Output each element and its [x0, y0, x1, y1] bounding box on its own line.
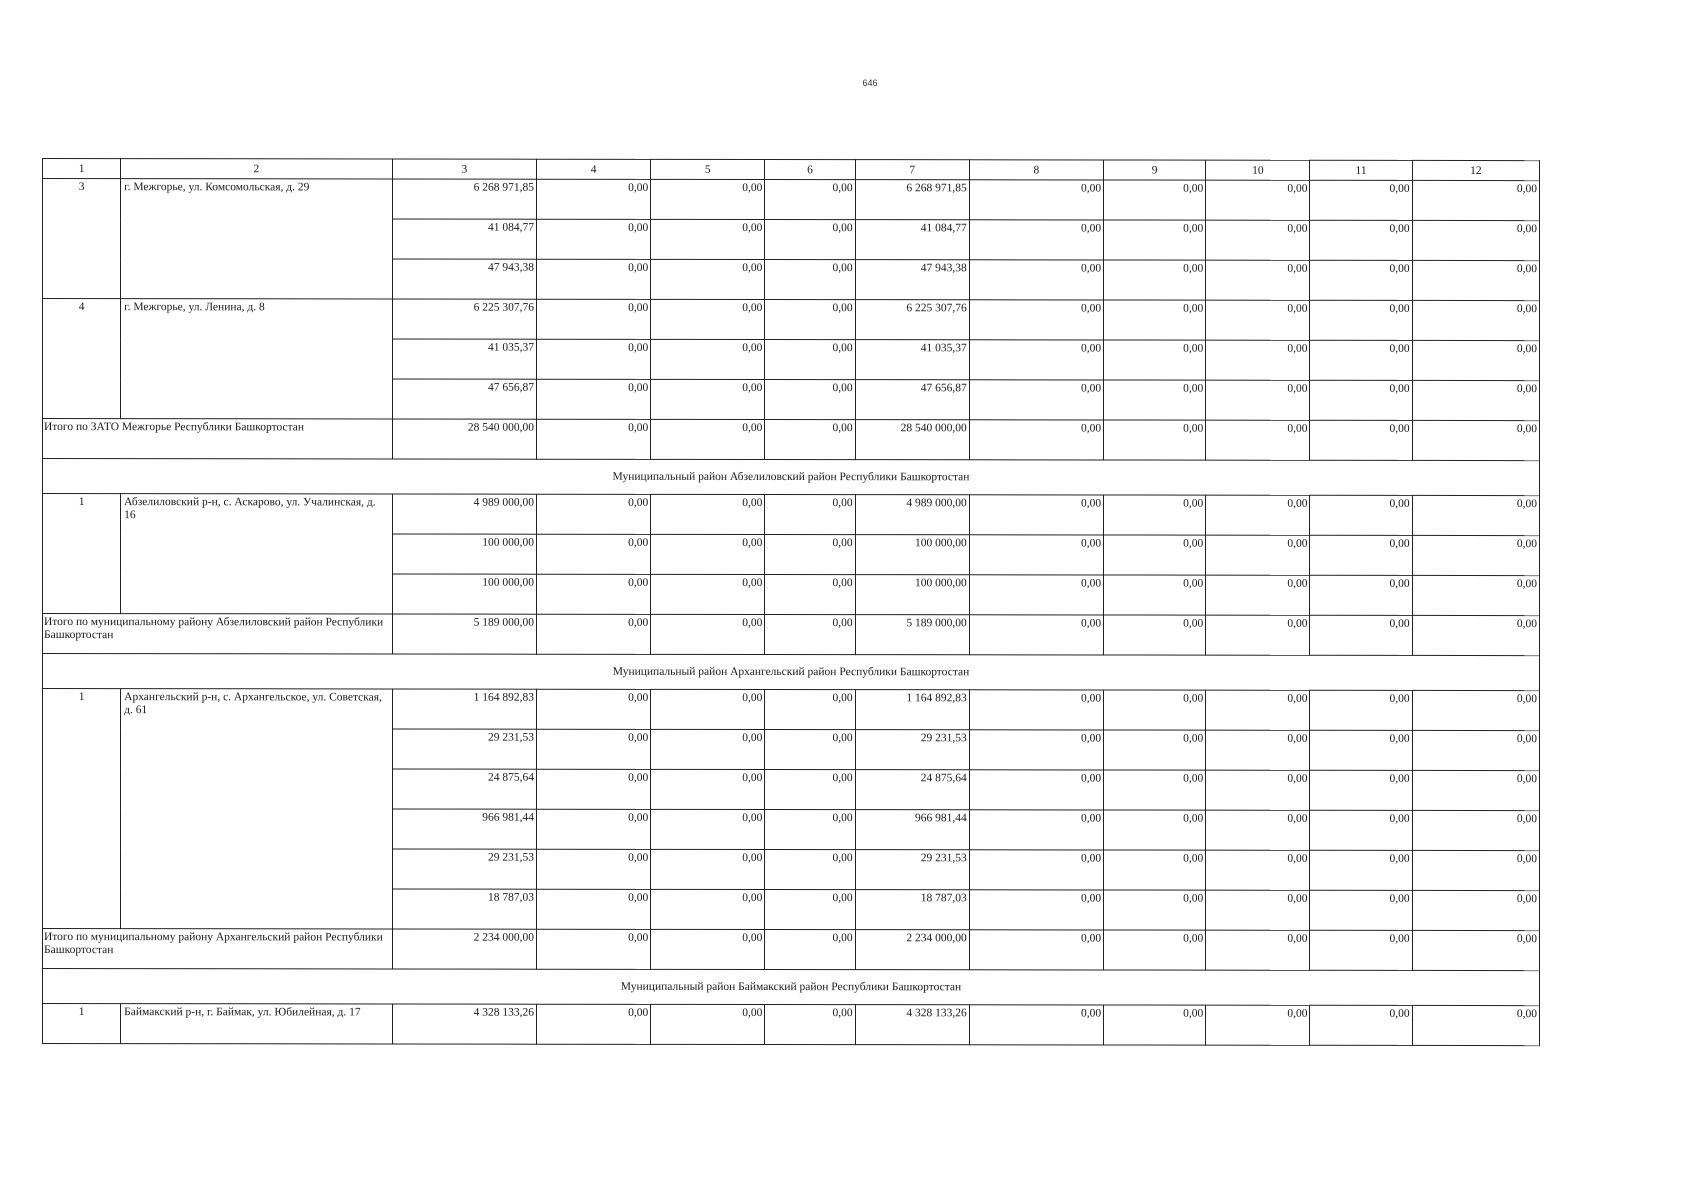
value-cell: 29 231,53 [392, 729, 536, 769]
value-cell: 1 164 892,83 [855, 690, 969, 730]
column-header: 7 [855, 160, 969, 180]
value-cell: 0,00 [1310, 380, 1412, 420]
value-cell: 0,00 [765, 850, 855, 890]
value-cell: 6 268 971,85 [392, 179, 536, 219]
table-row [43, 179, 1540, 221]
value-cell: 0,00 [1412, 575, 1539, 615]
value-cell: 29 231,53 [855, 850, 969, 890]
value-cell: 1 164 892,83 [392, 689, 536, 729]
total-value: 0,00 [1310, 615, 1412, 655]
value-cell: 0,00 [1310, 770, 1412, 810]
value-cell: 0,00 [1104, 495, 1206, 535]
value-cell: 0,00 [536, 689, 650, 729]
value-cell: 0,00 [1104, 850, 1206, 890]
total-value: 0,00 [1206, 420, 1310, 460]
total-value: 0,00 [536, 929, 650, 969]
value-cell: 0,00 [651, 889, 765, 929]
value-cell: 4 989 000,00 [855, 495, 969, 535]
value-cell: 0,00 [1206, 770, 1310, 810]
value-cell: 0,00 [651, 379, 765, 419]
value-cell: 0,00 [1206, 380, 1310, 420]
total-value: 0,00 [1206, 615, 1310, 655]
value-cell: 0,00 [1206, 890, 1310, 930]
value-cell: 0,00 [969, 575, 1103, 615]
value-cell: 6 268 971,85 [855, 180, 969, 220]
value-cell: 0,00 [969, 730, 1103, 770]
value-cell: 100 000,00 [392, 534, 536, 574]
value-cell: 0,00 [1104, 260, 1206, 300]
value-cell: 0,00 [765, 495, 855, 535]
value-cell: 0,00 [1310, 850, 1412, 890]
value-cell: 0,00 [1104, 575, 1206, 615]
value-cell: 0,00 [1206, 575, 1310, 615]
value-cell: 0,00 [1310, 730, 1412, 770]
value-cell: 0,00 [765, 220, 855, 260]
value-cell: 0,00 [969, 770, 1103, 810]
value-cell: 0,00 [651, 1004, 765, 1044]
value-cell: 0,00 [765, 180, 855, 220]
value-cell: 0,00 [1206, 300, 1310, 340]
value-cell: 0,00 [1412, 300, 1539, 340]
value-cell: 0,00 [536, 179, 650, 219]
value-cell: 0,00 [651, 574, 765, 614]
table-body [43, 159, 1540, 1046]
value-cell: 0,00 [1104, 180, 1206, 220]
value-cell: 0,00 [1104, 890, 1206, 930]
total-value: 28 540 000,00 [392, 419, 536, 459]
value-cell: 0,00 [536, 769, 650, 809]
total-value: 0,00 [651, 929, 765, 969]
object-index: 3 [43, 179, 121, 299]
value-cell: 0,00 [969, 690, 1103, 730]
total-value: 0,00 [969, 930, 1103, 970]
column-header: 9 [1104, 160, 1206, 180]
total-value: 0,00 [1412, 930, 1539, 970]
total-label: Итого по муниципальному району Абзелиловский район Республики Башкортостан [43, 614, 393, 654]
table-row [43, 689, 1540, 731]
value-cell: 0,00 [969, 890, 1103, 930]
value-cell: 100 000,00 [855, 535, 969, 575]
value-cell: 966 981,44 [392, 809, 536, 849]
total-value: 0,00 [765, 615, 855, 655]
value-cell: 0,00 [1310, 300, 1412, 340]
value-cell: 0,00 [1310, 575, 1412, 615]
value-cell: 47 656,87 [855, 380, 969, 420]
total-value: 0,00 [1206, 930, 1310, 970]
column-header: 5 [651, 159, 765, 179]
value-cell: 0,00 [1104, 220, 1206, 260]
value-cell: 0,00 [1310, 890, 1412, 930]
value-cell: 0,00 [536, 1004, 650, 1044]
value-cell: 0,00 [1310, 1005, 1412, 1045]
total-value: 5 189 000,00 [855, 615, 969, 655]
column-header: 10 [1206, 160, 1310, 180]
object-address: Баймакский р-н, г. Баймак, ул. Юбилейная, д. 17 [121, 1004, 393, 1044]
value-cell: 0,00 [536, 339, 650, 379]
value-cell: 0,00 [1412, 1005, 1539, 1045]
value-cell: 4 328 133,26 [855, 1005, 969, 1045]
value-cell: 18 787,03 [392, 889, 536, 929]
register-table [42, 158, 1540, 1046]
value-cell: 0,00 [1412, 730, 1539, 770]
total-value: 0,00 [1412, 420, 1539, 460]
value-cell: 0,00 [1412, 380, 1539, 420]
value-cell: 47 943,38 [855, 260, 969, 300]
value-cell: 0,00 [969, 810, 1103, 850]
value-cell: 0,00 [536, 259, 650, 299]
value-cell: 0,00 [1412, 770, 1539, 810]
object-index: 4 [43, 299, 121, 419]
value-cell: 0,00 [1310, 220, 1412, 260]
column-header: 4 [536, 159, 650, 179]
value-cell: 0,00 [651, 339, 765, 379]
value-cell: 0,00 [536, 809, 650, 849]
column-header: 2 [121, 159, 393, 179]
value-cell: 18 787,03 [855, 890, 969, 930]
value-cell: 0,00 [651, 299, 765, 339]
section-title: Муниципальный район Баймакский район Республики Башкортостан [43, 969, 1540, 1006]
value-cell: 0,00 [1412, 810, 1539, 850]
total-row [43, 614, 1540, 656]
value-cell: 0,00 [536, 299, 650, 339]
value-cell: 0,00 [765, 890, 855, 930]
value-cell: 29 231,53 [855, 730, 969, 770]
column-header: 3 [392, 159, 536, 179]
value-cell: 100 000,00 [855, 575, 969, 615]
page-number: 646 [862, 78, 878, 88]
column-header: 12 [1412, 160, 1539, 180]
object-index: 1 [43, 1004, 121, 1044]
value-cell: 0,00 [1310, 810, 1412, 850]
value-cell: 0,00 [969, 535, 1103, 575]
value-cell: 0,00 [536, 379, 650, 419]
object-index: 1 [43, 689, 121, 929]
total-row [43, 929, 1540, 971]
value-cell: 0,00 [969, 300, 1103, 340]
value-cell: 6 225 307,76 [855, 300, 969, 340]
value-cell: 0,00 [1310, 495, 1412, 535]
value-cell: 0,00 [1412, 495, 1539, 535]
value-cell: 0,00 [651, 219, 765, 259]
value-cell: 0,00 [1412, 850, 1539, 890]
value-cell: 0,00 [765, 535, 855, 575]
value-cell: 0,00 [969, 1005, 1103, 1045]
total-value: 2 234 000,00 [855, 930, 969, 970]
total-value: 0,00 [651, 614, 765, 654]
value-cell: 0,00 [765, 810, 855, 850]
value-cell: 0,00 [1310, 180, 1412, 220]
value-cell: 0,00 [651, 494, 765, 534]
total-label: Итого по ЗАТО Межгорье Республики Башкортостан [43, 419, 393, 459]
table-row [43, 299, 1540, 341]
value-cell: 0,00 [651, 729, 765, 769]
value-cell: 0,00 [1104, 535, 1206, 575]
total-value: 0,00 [1310, 420, 1412, 460]
value-cell: 0,00 [765, 260, 855, 300]
value-cell: 0,00 [969, 180, 1103, 220]
total-value: 0,00 [1104, 420, 1206, 460]
value-cell: 0,00 [1412, 535, 1539, 575]
column-header: 11 [1310, 160, 1412, 180]
value-cell: 0,00 [536, 219, 650, 259]
total-row [43, 419, 1540, 461]
total-value: 2 234 000,00 [392, 929, 536, 969]
object-address: Абзелиловский р-н, с. Аскарово, ул. Учалинская, д. 16 [121, 494, 393, 614]
value-cell: 0,00 [651, 689, 765, 729]
section-title: Муниципальный район Архангельский район Республики Башкортостан [43, 654, 1540, 691]
value-cell: 0,00 [765, 1005, 855, 1045]
value-cell: 966 981,44 [855, 810, 969, 850]
total-value: 0,00 [1104, 615, 1206, 655]
value-cell: 0,00 [1412, 340, 1539, 380]
total-label: Итого по муниципальному району Архангельский район Республики Башкортостан [43, 929, 393, 969]
value-cell: 0,00 [1412, 260, 1539, 300]
table-row [43, 1004, 1540, 1046]
column-header: 1 [43, 159, 121, 179]
section-title-row [43, 459, 1540, 496]
value-cell: 0,00 [536, 574, 650, 614]
value-cell: 0,00 [1206, 810, 1310, 850]
value-cell: 0,00 [1104, 340, 1206, 380]
value-cell: 0,00 [536, 729, 650, 769]
value-cell: 6 225 307,76 [392, 299, 536, 339]
value-cell: 29 231,53 [392, 849, 536, 889]
total-value: 0,00 [765, 420, 855, 460]
total-value: 28 540 000,00 [855, 420, 969, 460]
value-cell: 47 656,87 [392, 379, 536, 419]
value-cell: 0,00 [969, 380, 1103, 420]
column-header: 6 [765, 160, 855, 180]
total-value: 0,00 [1412, 615, 1539, 655]
value-cell: 41 035,37 [392, 339, 536, 379]
value-cell: 0,00 [1104, 300, 1206, 340]
value-cell: 0,00 [536, 494, 650, 534]
value-cell: 0,00 [765, 300, 855, 340]
value-cell: 0,00 [1412, 180, 1539, 220]
object-address: г. Межгорье, ул. Комсомольская, д. 29 [121, 179, 393, 299]
column-header: 8 [969, 160, 1103, 180]
value-cell: 0,00 [1310, 690, 1412, 730]
value-cell: 0,00 [1310, 340, 1412, 380]
value-cell: 0,00 [1206, 730, 1310, 770]
value-cell: 0,00 [765, 380, 855, 420]
value-cell: 41 035,37 [855, 340, 969, 380]
value-cell: 0,00 [1206, 690, 1310, 730]
value-cell: 0,00 [536, 889, 650, 929]
total-value: 0,00 [969, 420, 1103, 460]
value-cell: 0,00 [1206, 180, 1310, 220]
total-value: 0,00 [969, 615, 1103, 655]
value-cell: 0,00 [1206, 260, 1310, 300]
value-cell: 0,00 [1206, 495, 1310, 535]
value-cell: 0,00 [1206, 220, 1310, 260]
value-cell: 41 084,77 [855, 220, 969, 260]
header-row [43, 159, 1540, 181]
total-value: 0,00 [1310, 930, 1412, 970]
value-cell: 0,00 [651, 809, 765, 849]
value-cell: 4 989 000,00 [392, 494, 536, 534]
value-cell: 4 328 133,26 [392, 1004, 536, 1044]
value-cell: 0,00 [1412, 690, 1539, 730]
value-cell: 0,00 [765, 770, 855, 810]
value-cell: 0,00 [1412, 890, 1539, 930]
value-cell: 0,00 [1206, 340, 1310, 380]
value-cell: 0,00 [1206, 850, 1310, 890]
value-cell: 0,00 [1104, 810, 1206, 850]
value-cell: 0,00 [765, 690, 855, 730]
value-cell: 0,00 [536, 849, 650, 889]
value-cell: 0,00 [765, 730, 855, 770]
value-cell: 0,00 [1206, 1005, 1310, 1045]
value-cell: 0,00 [536, 534, 650, 574]
object-address: Архангельский р-н, с. Архангельское, ул. Советская, д. 61 [121, 689, 393, 929]
total-value: 0,00 [651, 419, 765, 459]
value-cell: 0,00 [765, 340, 855, 380]
value-cell: 0,00 [1206, 535, 1310, 575]
value-cell: 0,00 [1104, 770, 1206, 810]
value-cell: 0,00 [651, 534, 765, 574]
value-cell: 0,00 [969, 260, 1103, 300]
value-cell: 47 943,38 [392, 259, 536, 299]
value-cell: 0,00 [969, 495, 1103, 535]
value-cell: 24 875,64 [392, 769, 536, 809]
value-cell: 0,00 [651, 769, 765, 809]
total-value: 0,00 [536, 614, 650, 654]
value-cell: 0,00 [651, 259, 765, 299]
total-value: 5 189 000,00 [392, 614, 536, 654]
section-title: Муниципальный район Абзелиловский район Республики Башкортостан [43, 459, 1540, 496]
value-cell: 0,00 [1104, 380, 1206, 420]
table-row [43, 494, 1540, 536]
section-title-row [43, 969, 1540, 1006]
value-cell: 0,00 [651, 179, 765, 219]
value-cell: 0,00 [765, 575, 855, 615]
total-value: 0,00 [1104, 930, 1206, 970]
value-cell: 0,00 [969, 340, 1103, 380]
value-cell: 24 875,64 [855, 770, 969, 810]
value-cell: 0,00 [969, 850, 1103, 890]
value-cell: 0,00 [1310, 535, 1412, 575]
value-cell: 0,00 [1412, 220, 1539, 260]
value-cell: 0,00 [1310, 260, 1412, 300]
object-index: 1 [43, 494, 121, 614]
value-cell: 0,00 [651, 849, 765, 889]
total-value: 0,00 [536, 419, 650, 459]
value-cell: 41 084,77 [392, 219, 536, 259]
total-value: 0,00 [765, 930, 855, 970]
value-cell: 0,00 [1104, 1005, 1206, 1045]
value-cell: 0,00 [969, 220, 1103, 260]
value-cell: 0,00 [1104, 690, 1206, 730]
section-title-row [43, 654, 1540, 691]
value-cell: 0,00 [1104, 730, 1206, 770]
value-cell: 100 000,00 [392, 574, 536, 614]
object-address: г. Межгорье, ул. Ленина, д. 8 [121, 299, 393, 419]
